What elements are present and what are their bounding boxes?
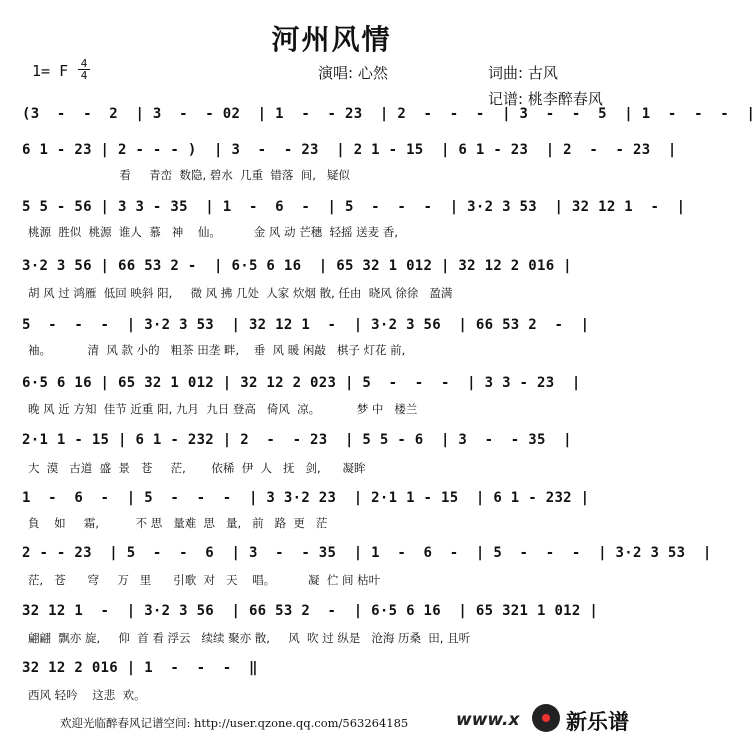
singer-credit: 演唱: 心然	[318, 64, 388, 82]
music-line: 6 1 - 23 | 2 - - - ) | 3 - - 23 | 2 1 - 15 | 6 1 - 23 | 2 - - 23 |	[22, 142, 677, 158]
logo-disc-icon	[532, 704, 560, 732]
lyric-line: 看 青峦 数隐, 碧水 几重 错落 间, 疑似	[28, 168, 350, 182]
time-signature	[78, 58, 90, 81]
music-line: (3 - - 2 | 3 - - 02 | 1 - - 23 | 2 - - - | 3 - - 5 | 1 - - - |	[22, 106, 755, 122]
lyric-line: 翩翩 飘亦 旋, 仰 首 看 浮云 续续 聚亦 散, 风 吹 过 纵是 沧海 历桑 田, 且听	[28, 631, 471, 645]
score-title: 河州风情	[271, 23, 392, 56]
site-logo: 新乐谱	[566, 710, 629, 734]
notation-credit: 记谱: 桃李醉春风	[488, 90, 603, 108]
time-sig-bottom: 4	[80, 69, 88, 82]
lyric-line: 大 漠 古道 盛 景 苍 茫, 依稀 伊 人 抚 剑, 凝眸	[28, 461, 366, 475]
music-line: 5 5 - 56 | 3 3 - 35 | 1 - 6 - | 5 - - - | 3·2 3 53 | 32 12 1 - |	[22, 199, 686, 215]
lyric-line: 西风 轻吟 这悲 欢。	[28, 688, 146, 702]
music-line: 5 - - - | 3·2 3 53 | 32 12 1 - | 3·2 3 56 | 66 53 2 - |	[22, 317, 590, 333]
music-line: 6·5 6 16 | 65 32 1 012 | 32 12 2 023 | 5 - - - | 3 3 - 23 |	[22, 375, 581, 391]
footer-link-text: 欢迎光临醉春风记谱空间: http://user.qzone.qq.com/563264185	[60, 716, 409, 730]
lyric-line: 負 如 霜, 不 思 量难 思 量, 前 路 更 茫	[28, 516, 328, 530]
music-line: 2·1 1 - 15 | 6 1 - 232 | 2 - - 23 | 5 5 - 6 | 3 - - 35 |	[22, 432, 572, 448]
lyric-line: 晚 风 近 方知 佳节 近重 阳, 九月 九日 登高 倚风 凉。 梦 中 楼兰	[28, 402, 418, 416]
time-sig-top: 4	[80, 57, 88, 70]
lyric-line: 桃源 胜似 桃源 谁人 慕 神 仙。 金 风 动 芒穗 轻摇 送麦 香,	[28, 225, 398, 239]
music-line: 2 - - 23 | 5 - - 6 | 3 - - 35 | 1 - 6 - | 5 - - - | 3·2 3 53 |	[22, 545, 712, 561]
lyric-line: 胡 风 过 鸿雁 低回 映斜 阳, 微 风 拂 几处 人家 炊烟 散, 任由 晓风 徐徐 盈满	[28, 286, 453, 300]
lyric-line: 茫, 苍 穹 万 里 引歌 对 天 唱。 凝 伫 间 枯叶	[28, 573, 381, 587]
composer-credit: 词曲: 古风	[488, 64, 558, 82]
music-line: 32 12 1 - | 3·2 3 56 | 66 53 2 - | 6·5 6 16 | 65 321 1 012 |	[22, 603, 599, 619]
key-signature: 1= F	[32, 62, 69, 80]
watermark-text: www.x	[456, 710, 520, 730]
music-line: 1 - 6 - | 5 - - - | 3 3·2 23 | 2·1 1 - 15 | 6 1 - 232 |	[22, 490, 590, 506]
music-line: 32 12 2 016 | 1 - - - ‖	[22, 660, 258, 676]
music-line: 3·2 3 56 | 66 53 2 - | 6·5 6 16 | 65 32 1 012 | 32 12 2 016 |	[22, 258, 572, 274]
lyric-line: 袖。 清 风 款 小的 粗茶 田垄 畔, 垂 风 暖 闲敲 棋子 灯花 前,	[28, 343, 406, 357]
